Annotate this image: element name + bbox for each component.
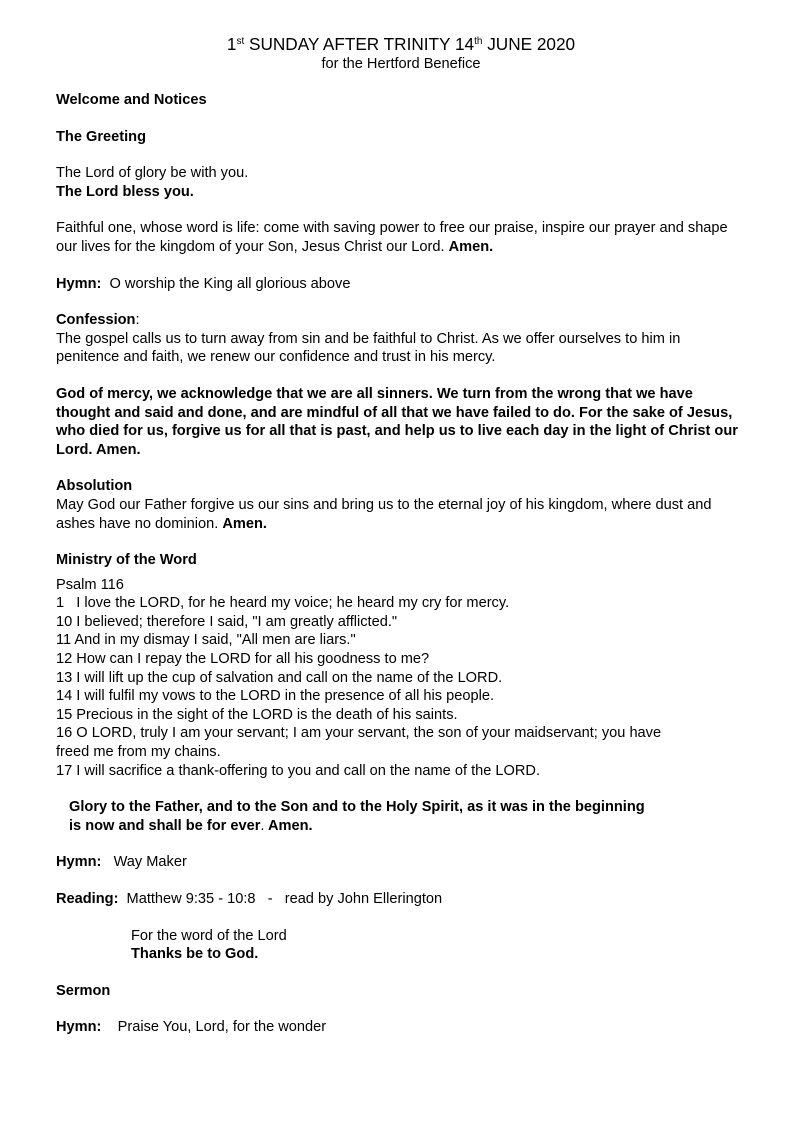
- sermon-heading: Sermon: [56, 982, 111, 999]
- psalm-verse: 10 I believed; therefore I said, "I am greatly afflicted.": [56, 613, 398, 630]
- gloria-text: is now and shall be for ever: [69, 817, 261, 834]
- psalm-verse: 15 Precious in the sight of the LORD is the death of his saints.: [56, 706, 458, 723]
- psalm-verse: 13 I will lift up the cup of salvation and call on the name of the LORD.: [56, 669, 503, 686]
- reading: [56, 890, 746, 909]
- title-superscript: th: [474, 36, 483, 47]
- gloria-dot: .: [260, 817, 265, 834]
- opening-prayer-amen: Amen.: [448, 238, 494, 255]
- hymn-label: Hymn:: [56, 854, 102, 871]
- reading-versicle: For the word of the Lord: [131, 927, 287, 944]
- title-superscript: st: [236, 36, 245, 47]
- greeting-response: The Lord bless you.: [56, 183, 194, 200]
- psalm-verse: 16 O LORD, truly I am your servant; I am your servant, the son of your maidservant; you have: [56, 725, 662, 742]
- hymn-title: O worship the King all glorious above: [109, 275, 351, 292]
- opening-prayer-text: Faithful one, whose word is life: come with saving power to free our praise, inspire our prayer and shape our lives for the kingdom of your Son, Jesus Christ our Lord.: [56, 220, 728, 255]
- title-part: 1: [226, 34, 237, 54]
- absolution-text: [56, 496, 746, 533]
- hymn-2: [56, 853, 746, 872]
- reading-response: Thanks be to God.: [131, 946, 259, 963]
- greeting-heading: The Greeting: [56, 128, 147, 145]
- gloria-line-2: [56, 817, 746, 836]
- psalm-title: Psalm 116: [56, 576, 124, 593]
- hymn-1: [56, 275, 746, 294]
- psalm-verse: 11 And in my dismay I said, "All men are liars.": [56, 632, 356, 649]
- page-title: [56, 34, 746, 55]
- page-subtitle: for the Hertford Benefice: [321, 56, 481, 72]
- confession-heading-text: Confession: [56, 312, 136, 329]
- gloria-amen: Amen.: [264, 817, 313, 834]
- reading-label: Reading:: [56, 891, 119, 907]
- psalm-verse: 14 I will fulfil my vows to the LORD in the presence of all his people.: [56, 688, 495, 705]
- psalm-verse: 1 I love the LORD, for he heard my voice; he heard my cry for mercy.: [56, 595, 510, 612]
- psalm-verse: freed me from my chains.: [56, 744, 221, 761]
- hymn-title: Praise You, Lord, for the wonder: [117, 1019, 327, 1036]
- hymn-title: Way Maker: [113, 854, 187, 871]
- greeting-line: The Lord of glory be with you.: [56, 165, 249, 182]
- absolution-heading: Absolution: [56, 478, 133, 495]
- welcome-heading: Welcome and Notices: [56, 92, 207, 108]
- title-part: JUNE 2020: [482, 34, 576, 54]
- absolution-amen: Amen.: [222, 515, 267, 532]
- psalm-verse: 17 I will sacrifice a thank-offering to you and call on the name of the LORD.: [56, 762, 541, 779]
- confession-heading: [56, 311, 746, 330]
- ministry-heading: Ministry of the Word: [56, 552, 197, 569]
- opening-prayer: [56, 219, 746, 256]
- absolution-body: May God our Father forgive us our sins and bring us to the eternal joy of his kingdom, where dust and ashes have no dominion.: [56, 496, 712, 532]
- gloria-line-1: Glory to the Father, and to the Son and to the Holy Spirit, as it was in the beginning: [69, 799, 645, 816]
- confession-prayer: God of mercy, we acknowledge that we are all sinners. We turn from the wrong that we have thought and said and done, and are mindful of all that we have failed to do. For the sake of Jesus, who died for us, forgive us for all that is past, and help us to live each day in the light of Christ our Lord. Amen.: [56, 385, 738, 458]
- hymn-label: Hymn:: [56, 275, 102, 292]
- confession-colon: :: [135, 312, 140, 329]
- hymn-label: Hymn:: [56, 1019, 102, 1036]
- title-part: SUNDAY AFTER TRINITY 14: [244, 34, 475, 54]
- confession-intro: The gospel calls us to turn away from sin and be faithful to Christ. As we offer ourselves to him in penitence and faith, we renew our confidence and trust in his mercy.: [56, 330, 681, 366]
- psalm-verse: 12 How can I repay the LORD for all his goodness to me?: [56, 651, 430, 668]
- reading-text: Matthew 9:35 - 10:8 - read by John Ellerington: [126, 891, 443, 907]
- hymn-3: [56, 1018, 746, 1037]
- service-sheet: [56, 34, 746, 1037]
